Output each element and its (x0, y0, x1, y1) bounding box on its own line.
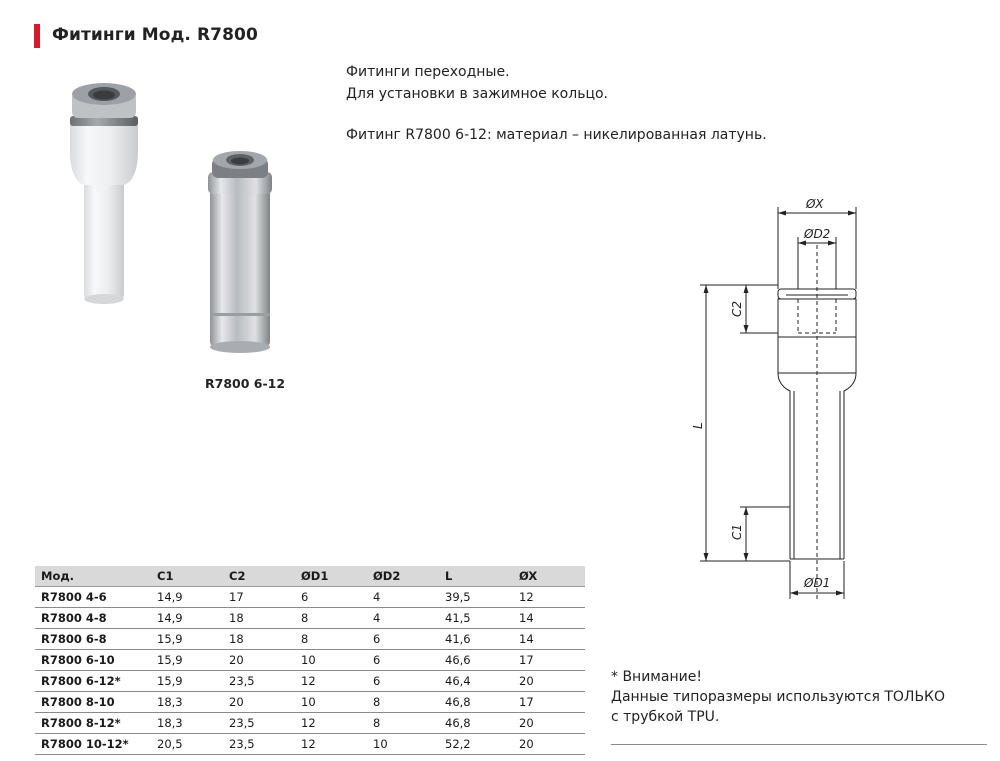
table-row (35, 587, 585, 608)
cell-model: R7800 6-10 (35, 650, 151, 671)
cell-x: 20 (513, 713, 585, 734)
col-header-l: L (439, 566, 513, 587)
description-material: Фитинг R7800 6-12: материал – никелированная латунь. (346, 127, 767, 143)
cell-c2: 23,5 (223, 671, 295, 692)
dim-label-c1: C1 (730, 523, 744, 540)
cell-c2: 18 (223, 608, 295, 629)
col-header-model: Мод. (35, 566, 151, 587)
cell-c1: 14,9 (151, 608, 223, 629)
cell-l: 46,8 (439, 713, 513, 734)
photo-caption: R7800 6-12 (205, 376, 286, 391)
cell-d1: 12 (295, 671, 367, 692)
note-line-2: Данные типоразмеры используются ТОЛЬКО (611, 689, 946, 705)
warning-note (611, 667, 945, 727)
bottom-divider (611, 744, 987, 745)
cell-model: R7800 4-6 (35, 587, 151, 608)
cell-x: 20 (513, 671, 585, 692)
note-line-1: * Внимание! (611, 669, 702, 685)
cell-model: R7800 10-12* (35, 734, 151, 755)
fitting-metal-photo (200, 148, 280, 358)
cell-c1: 20,5 (151, 734, 223, 755)
technical-drawing (690, 185, 870, 605)
cell-l: 39,5 (439, 587, 513, 608)
table-header-row (35, 566, 585, 587)
cell-x: 20 (513, 734, 585, 755)
cell-d2: 4 (367, 608, 439, 629)
description-line-2: Для установки в зажимное кольцо. (346, 86, 608, 102)
cell-c1: 14,9 (151, 587, 223, 608)
cell-c1: 15,9 (151, 671, 223, 692)
cell-l: 41,5 (439, 608, 513, 629)
page-title: Фитинги Мод. R7800 (52, 25, 258, 45)
cell-c2: 23,5 (223, 713, 295, 734)
col-header-d1: ØD1 (295, 566, 367, 587)
cell-d1: 12 (295, 734, 367, 755)
title-accent-bar (34, 24, 40, 48)
cell-d2: 10 (367, 734, 439, 755)
cell-x: 17 (513, 692, 585, 713)
cell-d2: 6 (367, 671, 439, 692)
dim-label-d1: ØD1 (804, 576, 831, 590)
table-row (35, 692, 585, 713)
cell-d2: 6 (367, 629, 439, 650)
cell-d2: 8 (367, 692, 439, 713)
cell-d2: 8 (367, 713, 439, 734)
table-row (35, 713, 585, 734)
cell-x: 14 (513, 608, 585, 629)
cell-model: R7800 6-8 (35, 629, 151, 650)
cell-d1: 12 (295, 713, 367, 734)
cell-model: R7800 8-10 (35, 692, 151, 713)
cell-model: R7800 8-12* (35, 713, 151, 734)
note-line-3: с трубкой TPU. (611, 709, 720, 725)
cell-d1: 8 (295, 608, 367, 629)
cell-l: 46,4 (439, 671, 513, 692)
cell-c2: 20 (223, 692, 295, 713)
cell-l: 52,2 (439, 734, 513, 755)
cell-d1: 6 (295, 587, 367, 608)
cell-l: 41,6 (439, 629, 513, 650)
dim-label-x: ØX (806, 197, 824, 211)
cell-c2: 18 (223, 629, 295, 650)
table-row (35, 734, 585, 755)
cell-l: 46,6 (439, 650, 513, 671)
table-row (35, 671, 585, 692)
spec-table (35, 566, 585, 755)
cell-d2: 4 (367, 587, 439, 608)
cell-c1: 15,9 (151, 629, 223, 650)
table-row (35, 650, 585, 671)
description-line-1: Фитинги переходные. (346, 64, 510, 80)
dim-label-d2: ØD2 (804, 227, 831, 241)
dim-label-c2: C2 (730, 300, 744, 317)
cell-x: 17 (513, 650, 585, 671)
cell-c1: 18,3 (151, 713, 223, 734)
cell-c1: 18,3 (151, 692, 223, 713)
cell-c2: 17 (223, 587, 295, 608)
cell-model: R7800 6-12* (35, 671, 151, 692)
cell-d1: 8 (295, 629, 367, 650)
col-header-c1: C1 (151, 566, 223, 587)
col-header-d2: ØD2 (367, 566, 439, 587)
table-row (35, 629, 585, 650)
cell-x: 12 (513, 587, 585, 608)
table-row (35, 608, 585, 629)
col-header-c2: C2 (223, 566, 295, 587)
col-header-x: ØX (513, 566, 585, 587)
cell-c2: 20 (223, 650, 295, 671)
cell-l: 46,8 (439, 692, 513, 713)
cell-x: 14 (513, 629, 585, 650)
fitting-white-photo (60, 80, 150, 310)
cell-d1: 10 (295, 692, 367, 713)
cell-d1: 10 (295, 650, 367, 671)
cell-d2: 6 (367, 650, 439, 671)
cell-c1: 15,9 (151, 650, 223, 671)
cell-c2: 23,5 (223, 734, 295, 755)
dim-label-l: L (691, 422, 705, 429)
cell-model: R7800 4-8 (35, 608, 151, 629)
